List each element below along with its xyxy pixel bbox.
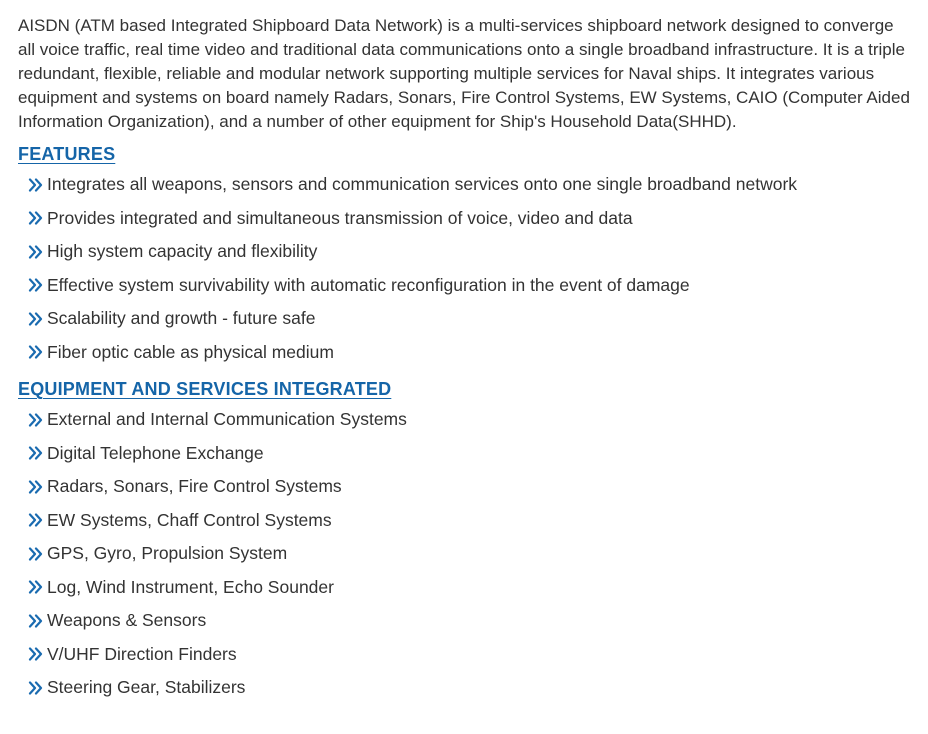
- double-chevron-right-icon: [28, 413, 45, 427]
- list-item-text: Log, Wind Instrument, Echo Sounder: [47, 576, 334, 597]
- double-chevron-right-icon: [28, 345, 45, 359]
- equipment-section: [18, 369, 912, 403]
- double-chevron-right-icon: [28, 446, 45, 460]
- list-item: [28, 638, 912, 672]
- features-heading[interactable]: FEATURES: [18, 144, 116, 164]
- list-item: [28, 403, 912, 437]
- list-item-text: GPS, Gyro, Propulsion System: [47, 543, 288, 564]
- intro-paragraph: AISDN (ATM based Integrated Shipboard Data Network) is a multi-services shipboard network designed to converge all voice traffic, real time video and traditional data communications onto a single broadband infrastructure. It is a triple redundant, flexible, reliable and modular network supporting multiple services for Naval ships. It integrates various equipment and systems on board namely Radars, Sonars, Fire Control Systems, EW Systems, CAIO (Computer Aided Information Organization), and a number of other equipment for Ship's Household Data(SHHD).: [18, 16, 910, 131]
- double-chevron-right-icon: [28, 614, 45, 628]
- equipment-list: [18, 403, 912, 705]
- list-item: [28, 202, 912, 236]
- equipment-heading[interactable]: EQUIPMENT AND SERVICES INTEGRATED: [18, 379, 392, 399]
- double-chevron-right-icon: [28, 312, 45, 326]
- double-chevron-right-icon: [28, 245, 45, 259]
- list-item: [28, 671, 912, 705]
- list-item-text: Effective system survivability with automatic reconfiguration in the event of damage: [47, 274, 690, 295]
- list-item-text: Digital Telephone Exchange: [47, 442, 264, 463]
- list-item: [28, 604, 912, 638]
- double-chevron-right-icon: [28, 580, 45, 594]
- list-item-text: EW Systems, Chaff Control Systems: [47, 509, 332, 530]
- list-item: [28, 470, 912, 504]
- double-chevron-right-icon: [28, 547, 45, 561]
- double-chevron-right-icon: [28, 278, 45, 292]
- list-item: [28, 269, 912, 303]
- list-item: [28, 504, 912, 538]
- double-chevron-right-icon: [28, 647, 45, 661]
- list-item-text: Integrates all weapons, sensors and communication services onto one single broadband network: [47, 174, 798, 195]
- list-item: [28, 168, 912, 202]
- features-section: [18, 134, 912, 168]
- double-chevron-right-icon: [28, 513, 45, 527]
- double-chevron-right-icon: [28, 681, 45, 695]
- list-item: [28, 302, 912, 336]
- list-item: [28, 571, 912, 605]
- list-item-text: V/UHF Direction Finders: [47, 643, 237, 664]
- list-item: [28, 537, 912, 571]
- list-item: [28, 437, 912, 471]
- features-list: [18, 168, 912, 369]
- double-chevron-right-icon: [28, 178, 45, 192]
- list-item-text: Fiber optic cable as physical medium: [47, 341, 334, 362]
- double-chevron-right-icon: [28, 211, 45, 225]
- list-item: [28, 235, 912, 269]
- list-item-text: High system capacity and flexibility: [47, 241, 318, 262]
- list-item-text: Steering Gear, Stabilizers: [47, 677, 246, 698]
- list-item-text: Provides integrated and simultaneous transmission of voice, video and data: [47, 207, 633, 228]
- list-item-text: External and Internal Communication Systems: [47, 409, 407, 430]
- list-item-text: Scalability and growth - future safe: [47, 308, 316, 329]
- list-item-text: Weapons & Sensors: [47, 610, 207, 631]
- double-chevron-right-icon: [28, 480, 45, 494]
- list-item: [28, 336, 912, 370]
- list-item-text: Radars, Sonars, Fire Control Systems: [47, 476, 342, 497]
